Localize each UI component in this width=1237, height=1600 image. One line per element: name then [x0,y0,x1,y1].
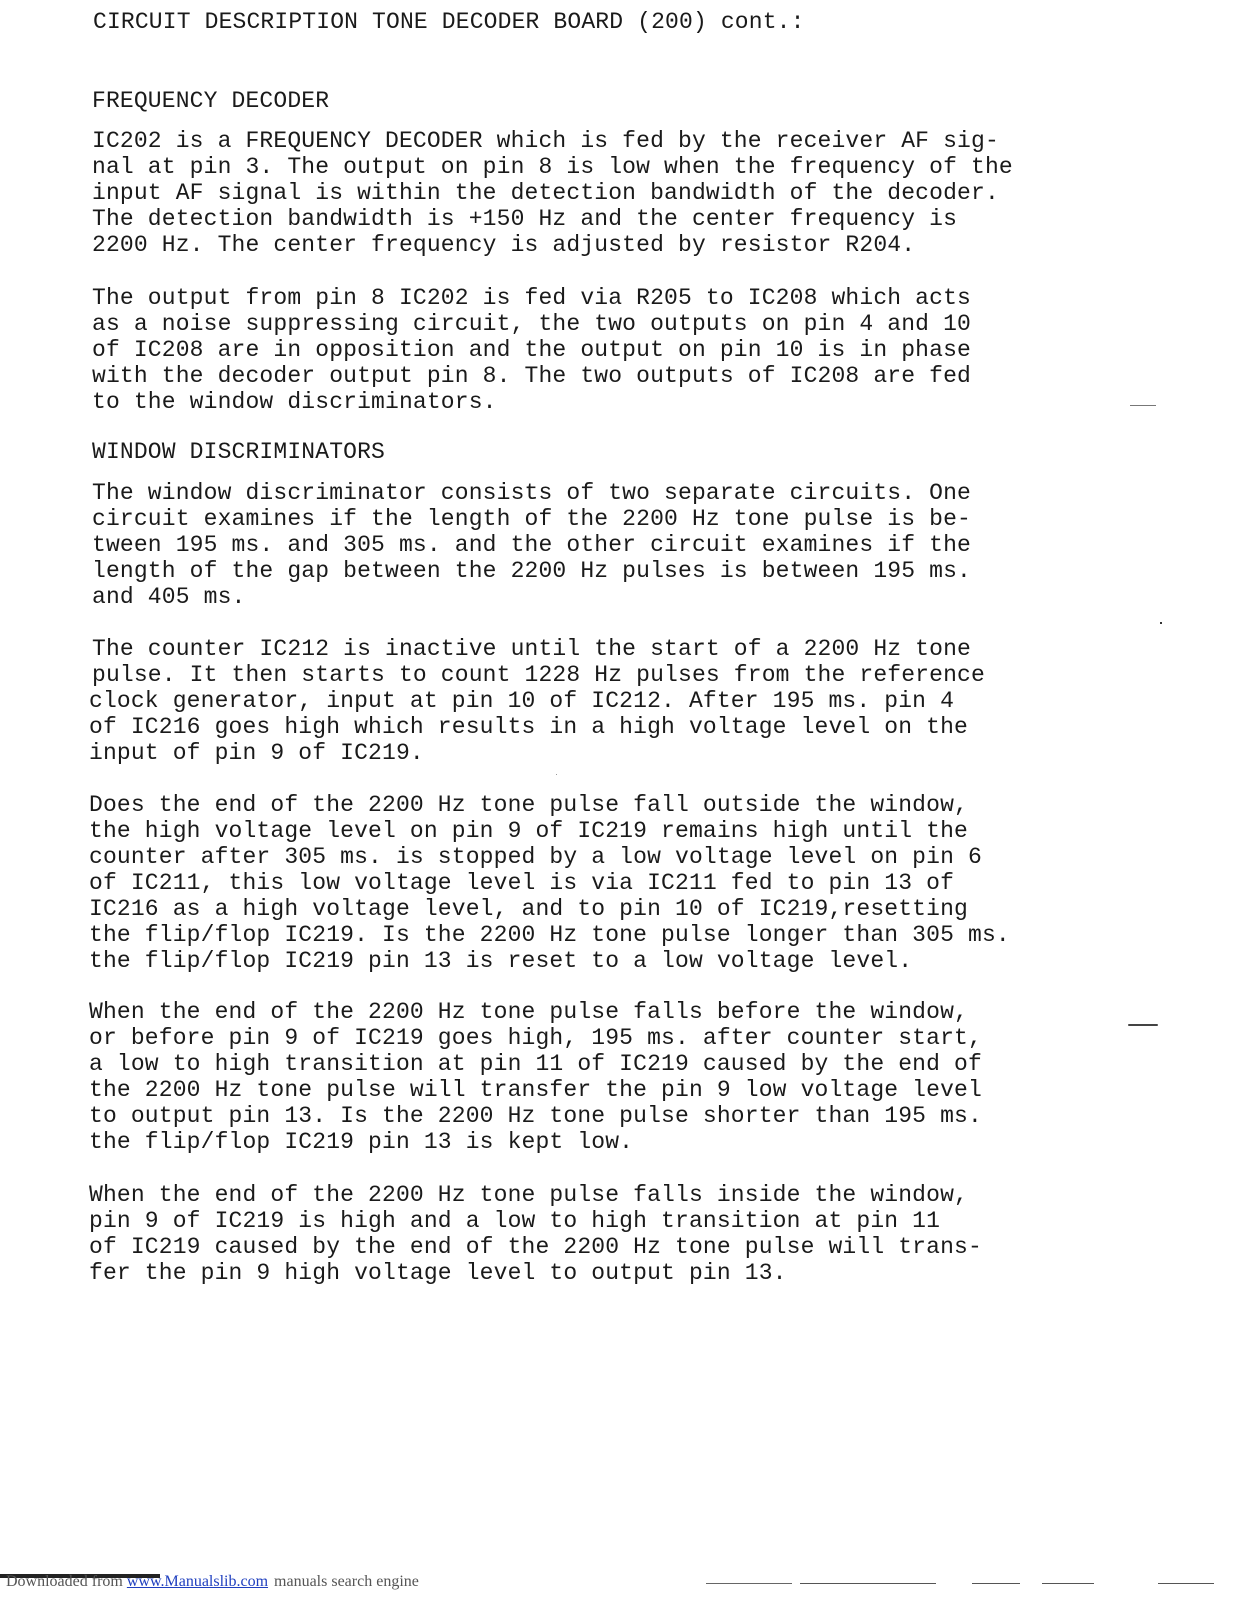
paragraph-line: to output pin 13. Is the 2200 Hz tone pulse shorter than 195 ms. [89,1103,982,1129]
paragraph-line: tween 195 ms. and 305 ms. and the other circuit examines if the [92,532,971,558]
paragraph-line: to the window discriminators. [92,389,497,415]
paragraph-line: When the end of the 2200 Hz tone pulse falls inside the window, [89,1182,968,1208]
document-title: CIRCUIT DESCRIPTION TONE DECODER BOARD (200) cont.: [93,9,805,35]
paragraph-line: nal at pin 3. The output on pin 8 is low when the frequency of the [92,154,1013,180]
paragraph-line: the flip/flop IC219 pin 13 is kept low. [89,1129,634,1155]
page-footer [0,1572,1237,1600]
margin-mark [1130,405,1156,406]
paragraph-line: The counter IC212 is inactive until the start of a 2200 Hz tone [92,636,971,662]
paragraph-line: pin 9 of IC219 is high and a low to high transition at pin 11 [89,1208,941,1234]
paragraph-line: fer the pin 9 high voltage level to output pin 13. [89,1260,787,1286]
paragraph-line: the high voltage level on pin 9 of IC219 remains high until the [89,818,968,844]
paragraph-line: of IC208 are in opposition and the output on pin 10 is in phase [92,337,971,363]
paragraph-line: circuit examines if the length of the 2200 Hz tone pulse is be- [92,506,971,532]
paragraph-line: length of the gap between the 2200 Hz pulses is between 195 ms. [92,558,971,584]
footer-suffix: manuals search engine [274,1573,419,1590]
manualslib-link[interactable]: www.Manualslib.com [126,1573,269,1590]
margin-mark [1128,1024,1158,1026]
paragraph-line: of IC219 caused by the end of the 2200 Hz tone pulse will trans- [89,1234,982,1260]
paragraph-line: and 405 ms. [92,584,246,610]
paragraph-line: the flip/flop IC219. Is the 2200 Hz tone pulse longer than 305 ms. [89,922,1010,948]
paragraph-line: Does the end of the 2200 Hz tone pulse fall outside the window, [89,792,968,818]
paragraph-line: The detection bandwidth is +150 Hz and the center frequency is [92,206,958,232]
footer-prefix: Downloaded from [6,1573,127,1590]
paragraph-line: or before pin 9 of IC219 goes high, 195 ms. after counter start, [89,1025,982,1051]
paragraph-line: counter after 305 ms. is stopped by a low voltage level on pin 6 [89,844,982,870]
paragraph-line: a low to high transition at pin 11 of IC219 caused by the end of [89,1051,982,1077]
margin-mark [556,774,557,775]
paragraph-line: pulse. It then starts to count 1228 Hz pulses from the reference [92,662,985,688]
paragraph-line: IC202 is a FREQUENCY DECODER which is fed by the receiver AF sig- [92,128,999,154]
paragraph-line: with the decoder output pin 8. The two outputs of IC208 are fed [92,363,971,389]
section-heading-window-discriminators: WINDOW DISCRIMINATORS [92,439,385,465]
paragraph-line: input of pin 9 of IC219. [89,740,424,766]
paragraph-line: The window discriminator consists of two separate circuits. One [92,480,971,506]
paragraph-line: the flip/flop IC219 pin 13 is reset to a low voltage level. [89,948,913,974]
paragraph-line: as a noise suppressing circuit, the two outputs on pin 4 and 10 [92,311,971,337]
paragraph-line: The output from pin 8 IC202 is fed via R205 to IC208 which acts [92,285,971,311]
paragraph-line: of IC211, this low voltage level is via IC211 fed to pin 13 of [89,870,955,896]
paragraph-line: the 2200 Hz tone pulse will transfer the pin 9 low voltage level [89,1077,982,1103]
paragraph-line: input AF signal is within the detection bandwidth of the decoder. [92,180,999,206]
paragraph-line: 2200 Hz. The center frequency is adjusted by resistor R204. [92,232,916,258]
paragraph-line: IC216 as a high voltage level, and to pin 10 of IC219,resetting [89,896,968,922]
section-heading-frequency-decoder: FREQUENCY DECODER [92,88,330,114]
paragraph-line: of IC216 goes high which results in a high voltage level on the [89,714,968,740]
footer-text [6,1572,419,1592]
margin-mark [1160,622,1162,624]
paragraph-line: When the end of the 2200 Hz tone pulse falls before the window, [89,999,968,1025]
paragraph-line: clock generator, input at pin 10 of IC212. After 195 ms. pin 4 [89,688,955,714]
